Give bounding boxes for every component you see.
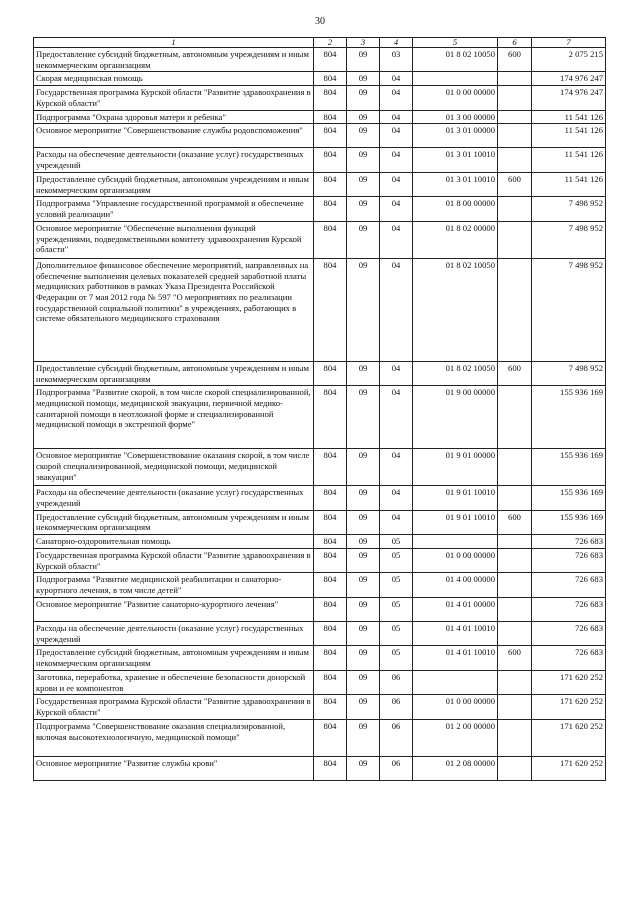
expense-type-code — [498, 597, 532, 621]
target-code — [413, 670, 498, 694]
expense-type-code — [498, 548, 532, 572]
table-row — [34, 719, 606, 756]
ministry-code: 804 — [314, 110, 347, 124]
table-row — [34, 148, 606, 172]
target-code: 01 8 02 10050 — [413, 48, 498, 72]
ministry-code: 804 — [314, 646, 347, 670]
table-row — [34, 597, 606, 621]
amount: 726 683 — [532, 621, 606, 645]
row-name: Санаторно-оздоровительная помощь — [34, 535, 314, 549]
row-name: Государственная программа Курской области "Развитие здравоохранения в Курской области" — [34, 86, 314, 110]
target-code: 01 0 00 00000 — [413, 86, 498, 110]
column-header: 6 — [498, 38, 532, 48]
target-code: 01 3 00 00000 — [413, 110, 498, 124]
amount: 171 620 252 — [532, 719, 606, 756]
section-code: 09 — [347, 695, 380, 719]
subsection-code: 06 — [380, 670, 413, 694]
amount: 2 075 215 — [532, 48, 606, 72]
ministry-code: 804 — [314, 48, 347, 72]
table-row — [34, 535, 606, 549]
ministry-code: 804 — [314, 719, 347, 756]
amount: 11 541 126 — [532, 148, 606, 172]
section-code: 09 — [347, 197, 380, 221]
table-row — [34, 86, 606, 110]
subsection-code: 04 — [380, 386, 413, 449]
row-name: Подпрограмма "Охрана здоровья матери и ребенка" — [34, 110, 314, 124]
target-code: 01 8 02 10050 — [413, 258, 498, 361]
subsection-code: 04 — [380, 221, 413, 258]
subsection-code: 04 — [380, 486, 413, 510]
amount: 11 541 126 — [532, 124, 606, 148]
target-code: 01 4 01 00000 — [413, 597, 498, 621]
amount: 171 620 252 — [532, 695, 606, 719]
ministry-code: 804 — [314, 449, 347, 486]
row-name: Скорая медицинская помощь — [34, 72, 314, 86]
ministry-code: 804 — [314, 510, 347, 534]
ministry-code: 804 — [314, 172, 347, 196]
target-code: 01 4 01 10010 — [413, 621, 498, 645]
ministry-code: 804 — [314, 573, 347, 597]
target-code: 01 8 02 00000 — [413, 221, 498, 258]
section-code: 09 — [347, 110, 380, 124]
ministry-code: 804 — [314, 535, 347, 549]
subsection-code: 04 — [380, 110, 413, 124]
table-row — [34, 361, 606, 385]
ministry-code: 804 — [314, 72, 347, 86]
subsection-code: 04 — [380, 72, 413, 86]
row-name: Подпрограмма "Управление государственной программой и обеспечение условий реализации" — [34, 197, 314, 221]
target-code: 01 9 01 10010 — [413, 486, 498, 510]
subsection-code: 05 — [380, 646, 413, 670]
subsection-code: 04 — [380, 197, 413, 221]
expense-type-code: 600 — [498, 172, 532, 196]
table-row — [34, 110, 606, 124]
row-name: Основное мероприятие "Совершенствование оказания скорой, в том числе скорой специализированной, медицинской помощи, медицинской эвакуации" — [34, 449, 314, 486]
column-number-row — [34, 38, 606, 48]
section-code: 09 — [347, 486, 380, 510]
row-name: Дополнительное финансовое обеспечение мероприятий, направленных на обеспечение выполнения целевых показателей средней заработной платы медицинских работников в рамках Указа Президента Российской Федерации от 7 мая 2012 года № 597 "О мероприятиях по реализации государственной социальной политики" в учреждениях, работающих в системе обязательного медицинского страхования — [34, 258, 314, 361]
table-row — [34, 756, 606, 780]
subsection-code: 04 — [380, 124, 413, 148]
subsection-code: 05 — [380, 573, 413, 597]
row-name: Подпрограмма "Развитие медицинской реабилитации и санаторно-курортного лечения, в том числе детей" — [34, 573, 314, 597]
row-name: Подпрограмма "Развитие скорой, в том числе скорой специализированной, медицинской помощи, медицинской эвакуации, первичной медико-санитарной помощи в неотложной форме и специализированной медицинской помощи в экстренной форме" — [34, 386, 314, 449]
expense-type-code: 600 — [498, 48, 532, 72]
expense-type-code — [498, 573, 532, 597]
table-row — [34, 197, 606, 221]
subsection-code: 04 — [380, 361, 413, 385]
column-header: 1 — [34, 38, 314, 48]
page-number: 30 — [315, 16, 325, 27]
expense-type-code — [498, 486, 532, 510]
expense-type-code — [498, 197, 532, 221]
row-name: Предоставление субсидий бюджетным, автономным учреждениям и иным некоммерческим организациям — [34, 172, 314, 196]
expense-type-code — [498, 756, 532, 780]
row-name: Государственная программа Курской области "Развитие здравоохранения в Курской области" — [34, 695, 314, 719]
row-name: Расходы на обеспечение деятельности (оказание услуг) государственных учреждений — [34, 486, 314, 510]
amount: 7 498 952 — [532, 361, 606, 385]
amount: 155 936 169 — [532, 486, 606, 510]
column-header: 2 — [314, 38, 347, 48]
expense-type-code: 600 — [498, 646, 532, 670]
row-name: Расходы на обеспечение деятельности (оказание услуг) государственных учреждений — [34, 148, 314, 172]
expense-type-code — [498, 386, 532, 449]
column-header: 4 — [380, 38, 413, 48]
ministry-code: 804 — [314, 756, 347, 780]
row-name: Предоставление субсидий бюджетным, автономным учреждениям и иным некоммерческим организациям — [34, 646, 314, 670]
subsection-code: 03 — [380, 48, 413, 72]
target-code: 01 9 01 00000 — [413, 449, 498, 486]
section-code: 09 — [347, 449, 380, 486]
ministry-code: 804 — [314, 148, 347, 172]
ministry-code: 804 — [314, 258, 347, 361]
table-row — [34, 258, 606, 361]
ministry-code: 804 — [314, 361, 347, 385]
section-code: 09 — [347, 756, 380, 780]
row-name: Государственная программа Курской области "Развитие здравоохранения в Курской области" — [34, 548, 314, 572]
section-code: 09 — [347, 258, 380, 361]
row-name: Расходы на обеспечение деятельности (оказание услуг) государственных учреждений — [34, 621, 314, 645]
row-name: Предоставление субсидий бюджетным, автономным учреждениям и иным некоммерческим организациям — [34, 361, 314, 385]
row-name: Предоставление субсидий бюджетным, автономным учреждениям и иным некоммерческим организациям — [34, 510, 314, 534]
ministry-code: 804 — [314, 86, 347, 110]
subsection-code: 04 — [380, 86, 413, 110]
table-row — [34, 646, 606, 670]
amount: 174 976 247 — [532, 86, 606, 110]
table-row — [34, 449, 606, 486]
target-code: 01 0 00 00000 — [413, 548, 498, 572]
target-code: 01 3 01 10010 — [413, 148, 498, 172]
expense-type-code — [498, 449, 532, 486]
subsection-code: 05 — [380, 597, 413, 621]
expense-type-code — [498, 86, 532, 110]
amount: 726 683 — [532, 597, 606, 621]
section-code: 09 — [347, 148, 380, 172]
subsection-code: 06 — [380, 695, 413, 719]
row-name: Подпрограмма "Совершенствование оказания специализированной, включая высокотехнологичную, медицинской помощи" — [34, 719, 314, 756]
expense-type-code — [498, 695, 532, 719]
expense-type-code — [498, 124, 532, 148]
amount: 726 683 — [532, 573, 606, 597]
table-row — [34, 621, 606, 645]
subsection-code: 05 — [380, 535, 413, 549]
table-row — [34, 124, 606, 148]
section-code: 09 — [347, 172, 380, 196]
row-name: Основное мероприятие "Развитие службы крови" — [34, 756, 314, 780]
target-code: 01 9 00 00000 — [413, 386, 498, 449]
section-code: 09 — [347, 670, 380, 694]
ministry-code: 804 — [314, 486, 347, 510]
section-code: 09 — [347, 510, 380, 534]
amount: 171 620 252 — [532, 756, 606, 780]
table-row — [34, 573, 606, 597]
amount: 726 683 — [532, 535, 606, 549]
expense-type-code — [498, 621, 532, 645]
target-code: 01 8 00 00000 — [413, 197, 498, 221]
expense-type-code — [498, 148, 532, 172]
expense-type-code — [498, 258, 532, 361]
expense-type-code — [498, 110, 532, 124]
target-code: 01 3 01 00000 — [413, 124, 498, 148]
target-code: 01 2 08 00000 — [413, 756, 498, 780]
target-code: 01 3 01 10010 — [413, 172, 498, 196]
column-header: 7 — [532, 38, 606, 48]
amount: 11 541 126 — [532, 172, 606, 196]
table-row — [34, 48, 606, 72]
table-row — [34, 670, 606, 694]
section-code: 09 — [347, 535, 380, 549]
subsection-code: 06 — [380, 719, 413, 756]
section-code: 09 — [347, 72, 380, 86]
ministry-code: 804 — [314, 197, 347, 221]
amount: 155 936 169 — [532, 449, 606, 486]
ministry-code: 804 — [314, 670, 347, 694]
expense-type-code — [498, 72, 532, 86]
section-code: 09 — [347, 573, 380, 597]
amount: 7 498 952 — [532, 221, 606, 258]
budget-table — [33, 37, 606, 781]
subsection-code: 04 — [380, 258, 413, 361]
amount: 726 683 — [532, 646, 606, 670]
amount: 155 936 169 — [532, 510, 606, 534]
ministry-code: 804 — [314, 548, 347, 572]
table-row — [34, 386, 606, 449]
table-row — [34, 221, 606, 258]
section-code: 09 — [347, 361, 380, 385]
ministry-code: 804 — [314, 124, 347, 148]
row-name: Основное мероприятие "Совершенствование службы родовспоможения" — [34, 124, 314, 148]
section-code: 09 — [347, 124, 380, 148]
column-header: 5 — [413, 38, 498, 48]
target-code: 01 9 01 10010 — [413, 510, 498, 534]
section-code: 09 — [347, 548, 380, 572]
ministry-code: 804 — [314, 621, 347, 645]
ministry-code: 804 — [314, 597, 347, 621]
amount: 171 620 252 — [532, 670, 606, 694]
subsection-code: 04 — [380, 172, 413, 196]
expense-type-code: 600 — [498, 510, 532, 534]
section-code: 09 — [347, 221, 380, 258]
row-name: Основное мероприятие "Развитие санаторно-курортного лечения" — [34, 597, 314, 621]
amount: 174 976 247 — [532, 72, 606, 86]
ministry-code: 804 — [314, 386, 347, 449]
table-row — [34, 72, 606, 86]
table-row — [34, 695, 606, 719]
ministry-code: 804 — [314, 695, 347, 719]
expense-type-code — [498, 670, 532, 694]
target-code: 01 4 00 00000 — [413, 573, 498, 597]
ministry-code: 804 — [314, 221, 347, 258]
target-code — [413, 535, 498, 549]
amount: 7 498 952 — [532, 197, 606, 221]
expense-type-code — [498, 535, 532, 549]
section-code: 09 — [347, 597, 380, 621]
target-code — [413, 72, 498, 86]
amount: 7 498 952 — [532, 258, 606, 361]
column-header: 3 — [347, 38, 380, 48]
section-code: 09 — [347, 48, 380, 72]
table-row — [34, 510, 606, 534]
subsection-code: 04 — [380, 510, 413, 534]
expense-type-code — [498, 221, 532, 258]
table-row — [34, 486, 606, 510]
row-name: Заготовка, переработка, хранение и обеспечение безопасности донорской крови и ее компонентов — [34, 670, 314, 694]
expense-type-code: 600 — [498, 361, 532, 385]
section-code: 09 — [347, 86, 380, 110]
table-row — [34, 172, 606, 196]
target-code: 01 4 01 10010 — [413, 646, 498, 670]
section-code: 09 — [347, 719, 380, 756]
expense-type-code — [498, 719, 532, 756]
amount: 11 541 126 — [532, 110, 606, 124]
target-code: 01 2 00 00000 — [413, 719, 498, 756]
row-name: Основное мероприятие "Обеспечение выполнения функций учреждениями, подведомственными комитету здравоохранения Курской области" — [34, 221, 314, 258]
table-row — [34, 548, 606, 572]
subsection-code: 04 — [380, 449, 413, 486]
row-name: Предоставление субсидий бюджетным, автономным учреждениям и иным некоммерческим организациям — [34, 48, 314, 72]
amount: 726 683 — [532, 548, 606, 572]
amount: 155 936 169 — [532, 386, 606, 449]
target-code: 01 0 00 00000 — [413, 695, 498, 719]
section-code: 09 — [347, 621, 380, 645]
subsection-code: 05 — [380, 621, 413, 645]
section-code: 09 — [347, 646, 380, 670]
subsection-code: 05 — [380, 548, 413, 572]
section-code: 09 — [347, 386, 380, 449]
subsection-code: 06 — [380, 756, 413, 780]
target-code: 01 8 02 10050 — [413, 361, 498, 385]
subsection-code: 04 — [380, 148, 413, 172]
